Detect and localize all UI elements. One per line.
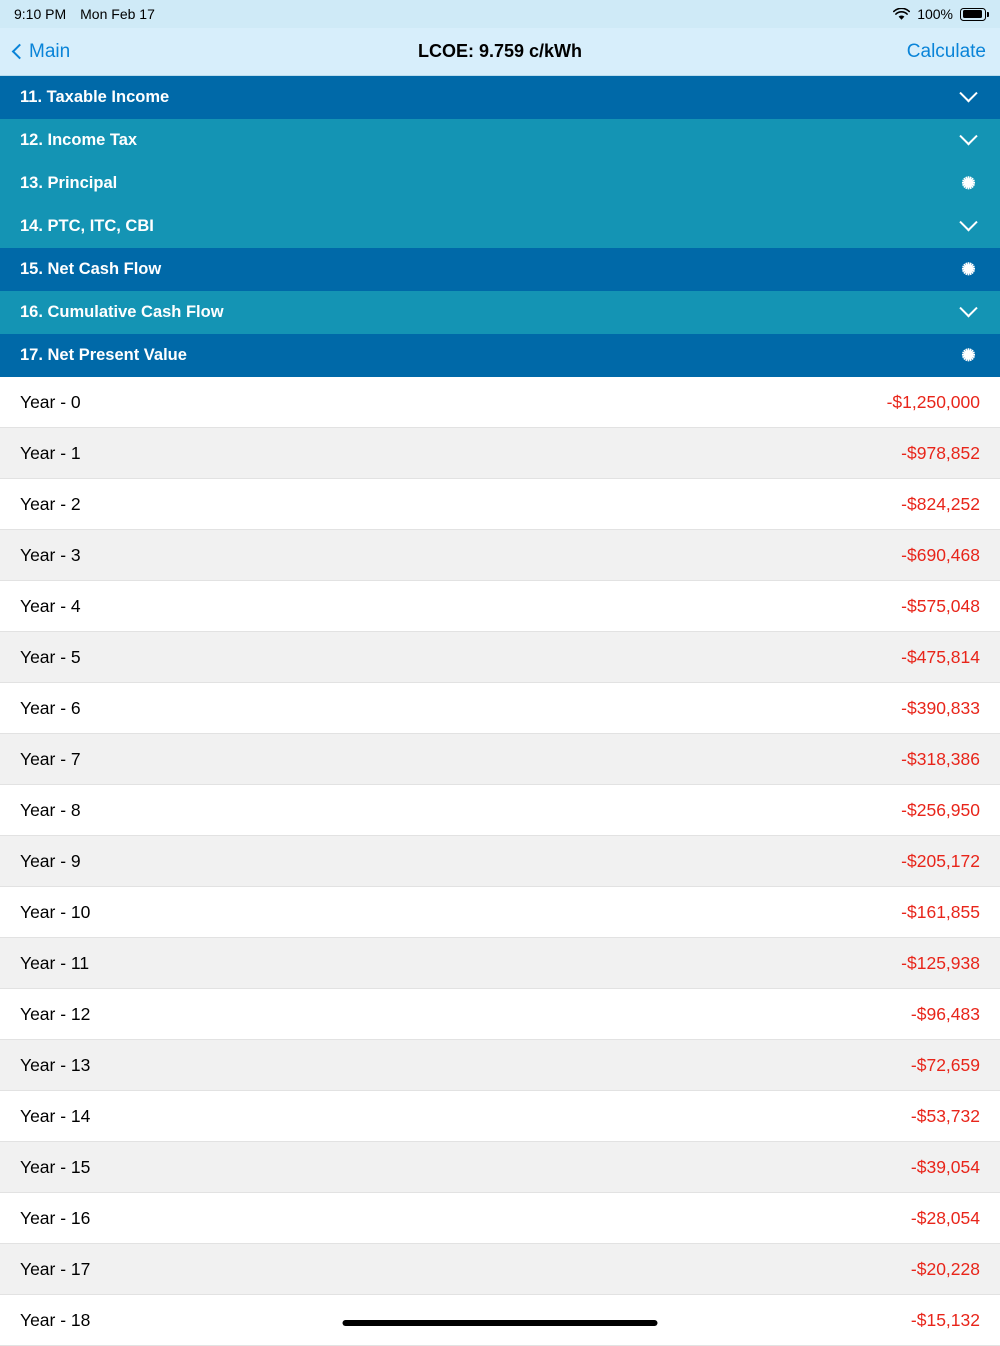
row-label: Year - 5 [20, 646, 81, 667]
table-row[interactable] [0, 1142, 1000, 1193]
section-cumulative-cash-flow[interactable] [0, 291, 1000, 334]
row-value: -$318,386 [901, 748, 980, 769]
row-value: -$20,228 [910, 1258, 980, 1279]
battery-fill [963, 10, 982, 18]
table-row[interactable] [0, 785, 1000, 836]
home-indicator[interactable] [343, 1320, 658, 1326]
chevron-down-icon[interactable] [956, 134, 980, 147]
row-value: -$824,252 [901, 493, 980, 514]
row-label: Year - 4 [20, 595, 81, 616]
burst-icon[interactable]: ✺ [961, 174, 975, 193]
row-value: -$53,732 [910, 1105, 980, 1126]
section-label: 14. PTC, ITC, CBI [20, 217, 154, 235]
table-row[interactable] [0, 836, 1000, 887]
status-time: 9:10 PM [14, 6, 67, 22]
row-label: Year - 16 [20, 1207, 91, 1228]
status-bar-right [893, 6, 986, 22]
row-value: -$96,483 [910, 1003, 980, 1024]
navigation-bar [0, 28, 1000, 76]
row-label: Year - 9 [20, 850, 81, 871]
table-row[interactable] [0, 479, 1000, 530]
row-value: -$978,852 [901, 442, 980, 463]
table-row[interactable] [0, 632, 1000, 683]
back-button[interactable] [14, 41, 70, 63]
npv-year-list [0, 377, 1000, 1346]
table-row[interactable] [0, 989, 1000, 1040]
row-label: Year - 0 [20, 391, 81, 412]
battery-icon [960, 8, 986, 21]
section-principal[interactable] [0, 162, 1000, 205]
burst-icon[interactable]: ✺ [961, 346, 975, 365]
section-label: 11. Taxable Income [20, 88, 170, 106]
row-value: -$72,659 [910, 1054, 980, 1075]
section-label: 13. Principal [20, 174, 118, 192]
row-label: Year - 7 [20, 748, 81, 769]
row-value: -$125,938 [901, 952, 980, 973]
row-value: -$161,855 [901, 901, 980, 922]
section-ptc-itc-cbi[interactable] [0, 205, 1000, 248]
row-label: Year - 1 [20, 442, 81, 463]
row-value: -$690,468 [901, 544, 980, 565]
table-row[interactable] [0, 530, 1000, 581]
chevron-down-icon[interactable] [956, 306, 980, 319]
row-value: -$205,172 [901, 850, 980, 871]
section-label: 17. Net Present Value [20, 346, 187, 364]
section-net-present-value[interactable] [0, 334, 1000, 377]
table-row[interactable] [0, 683, 1000, 734]
battery-percent: 100% [917, 6, 953, 22]
calculate-button[interactable]: Calculate [906, 40, 986, 62]
table-row[interactable] [0, 734, 1000, 785]
row-label: Year - 15 [20, 1156, 91, 1177]
burst-icon[interactable]: ✺ [961, 260, 975, 279]
row-label: Year - 2 [20, 493, 81, 514]
status-date: Mon Feb 17 [80, 6, 155, 22]
table-row[interactable] [0, 1193, 1000, 1244]
back-button-label: Main [29, 40, 71, 62]
section-list [0, 76, 1000, 377]
section-label: 15. Net Cash Flow [20, 260, 162, 278]
row-value: -$1,250,000 [886, 391, 980, 412]
row-value: -$39,054 [910, 1156, 980, 1177]
row-label: Year - 14 [20, 1105, 91, 1126]
row-label: Year - 17 [20, 1258, 91, 1279]
row-value: -$15,132 [910, 1309, 980, 1330]
section-taxable-income[interactable] [0, 76, 1000, 119]
status-bar-left [14, 6, 155, 22]
section-income-tax[interactable] [0, 119, 1000, 162]
row-value: -$28,054 [910, 1207, 980, 1228]
row-label: Year - 11 [20, 952, 90, 973]
table-row[interactable] [0, 1040, 1000, 1091]
section-net-cash-flow[interactable] [0, 248, 1000, 291]
row-label: Year - 6 [20, 697, 81, 718]
table-row[interactable] [0, 938, 1000, 989]
table-row[interactable] [0, 428, 1000, 479]
row-label: Year - 13 [20, 1054, 91, 1075]
chevron-down-icon[interactable] [956, 91, 980, 104]
table-row[interactable] [0, 377, 1000, 428]
status-bar [0, 0, 1000, 28]
row-label: Year - 8 [20, 799, 81, 820]
section-label: 12. Income Tax [20, 131, 138, 149]
table-row[interactable] [0, 581, 1000, 632]
chevron-left-icon [12, 44, 28, 60]
row-value: -$475,814 [901, 646, 980, 667]
chevron-down-icon[interactable] [956, 220, 980, 233]
row-value: -$390,833 [901, 697, 980, 718]
row-label: Year - 3 [20, 544, 81, 565]
row-value: -$256,950 [901, 799, 980, 820]
wifi-icon [893, 8, 910, 21]
table-row[interactable] [0, 1091, 1000, 1142]
table-row[interactable] [0, 887, 1000, 938]
row-label: Year - 12 [20, 1003, 91, 1024]
row-label: Year - 18 [20, 1309, 91, 1330]
page-title: LCOE: 9.759 c/kWh [417, 41, 583, 61]
section-label: 16. Cumulative Cash Flow [20, 303, 224, 321]
table-row[interactable] [0, 1244, 1000, 1295]
row-label: Year - 10 [20, 901, 91, 922]
row-value: -$575,048 [901, 595, 980, 616]
